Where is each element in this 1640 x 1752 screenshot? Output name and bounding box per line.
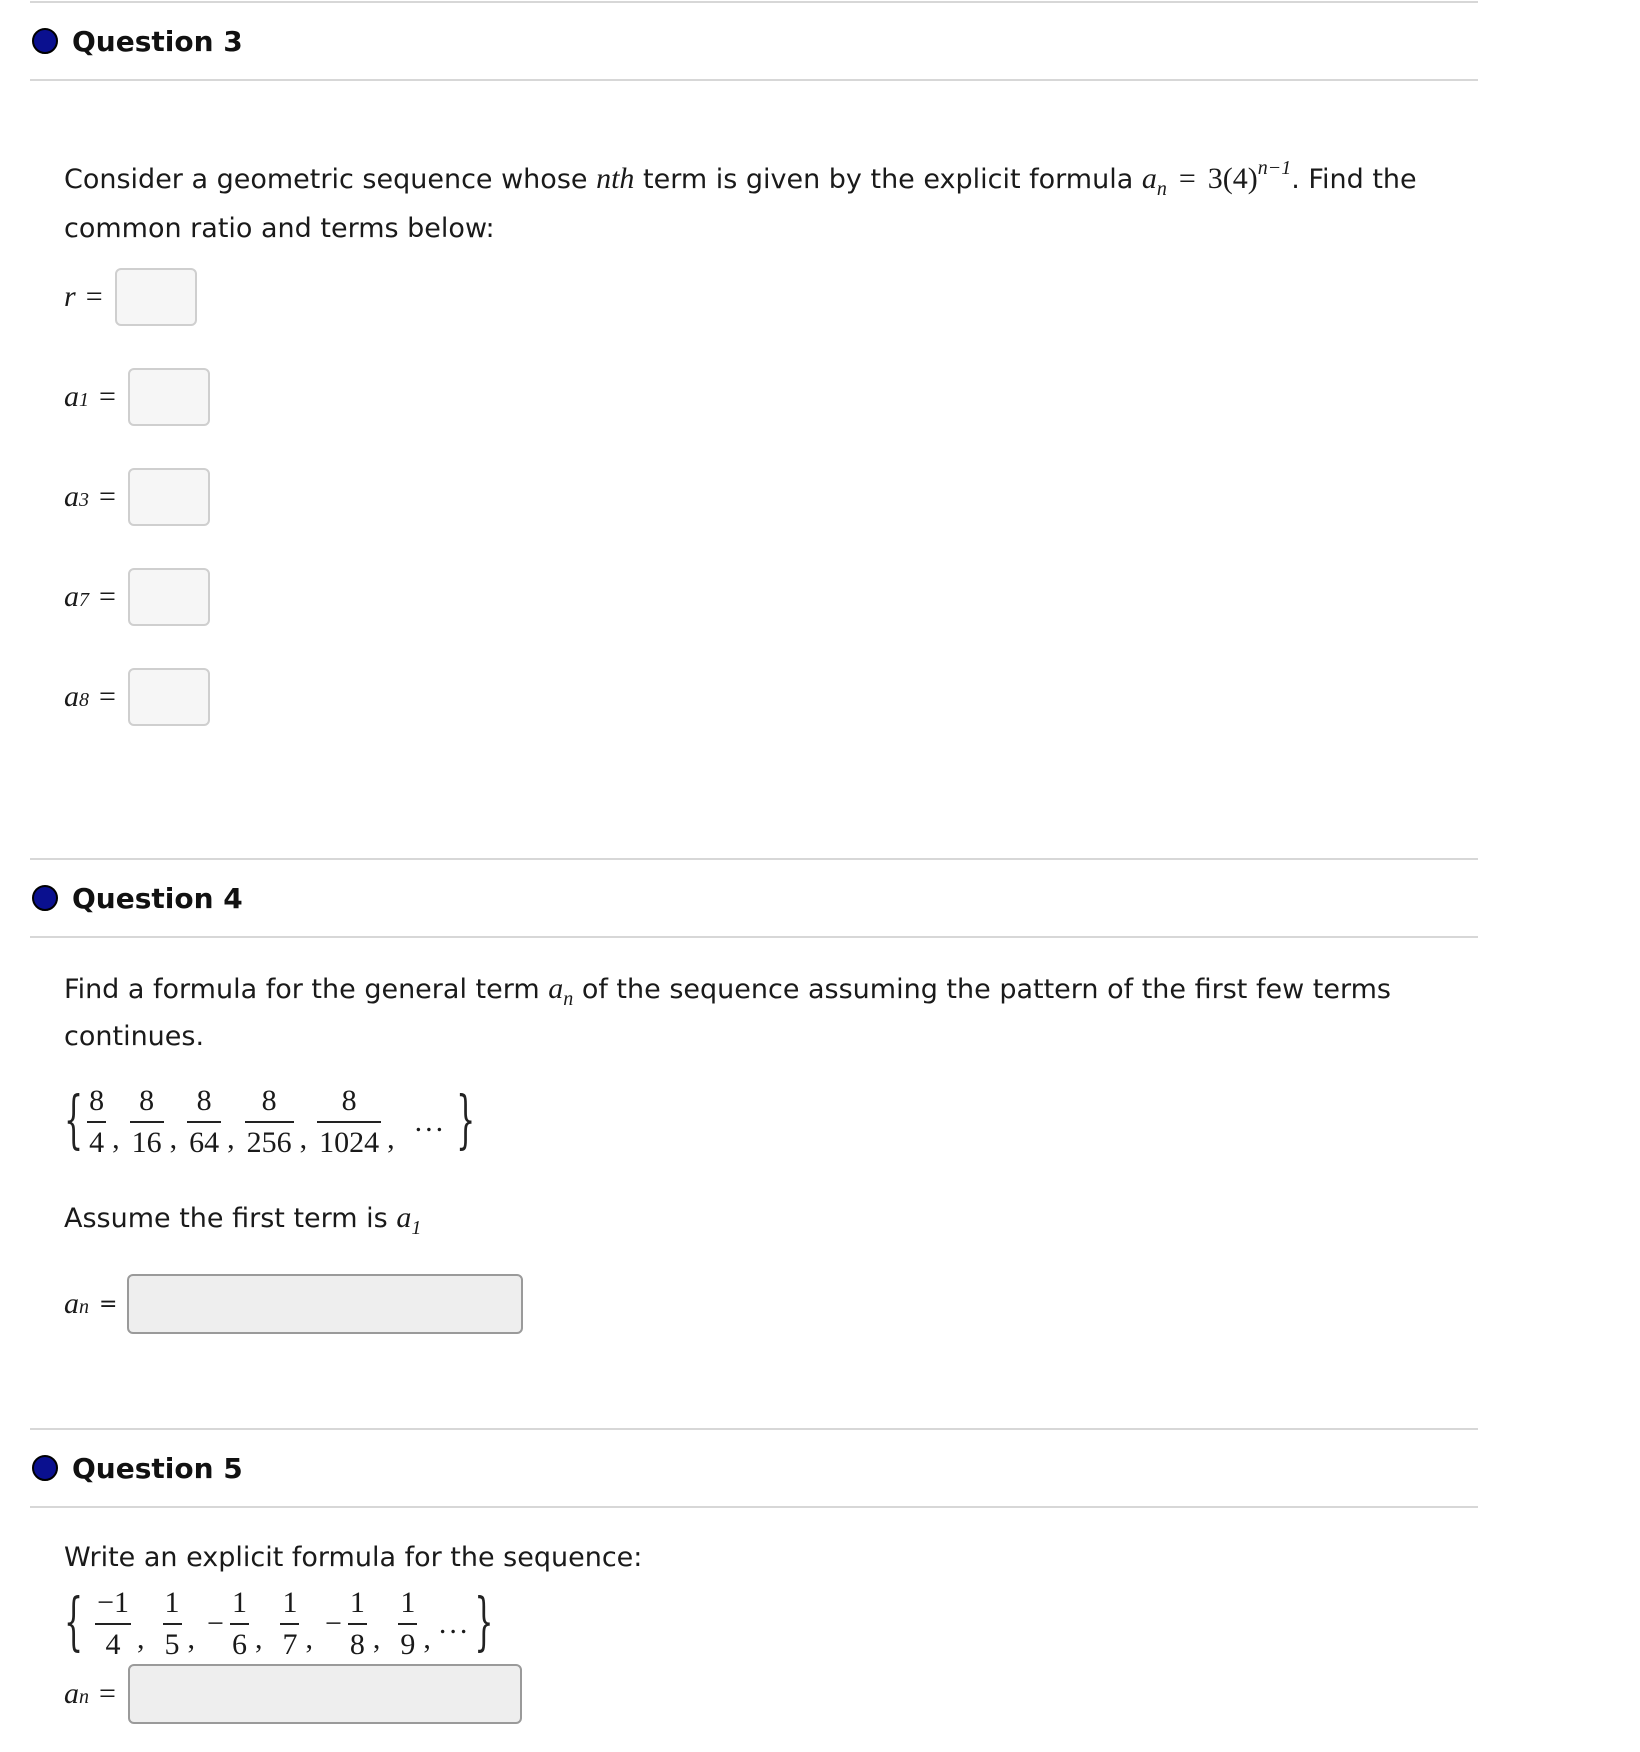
ellipsis: ... [438, 1607, 471, 1640]
term-denominator: 1024 [319, 1126, 380, 1159]
equals-sign: = [99, 1677, 116, 1710]
prompt-text: . Find the [1291, 164, 1417, 195]
term-numerator: 8 [341, 1084, 357, 1117]
answer-row-an-q4 [64, 1274, 523, 1334]
answer-input-a1[interactable] [128, 368, 210, 426]
sequence-term [95, 1583, 131, 1665]
answer-var: r [64, 280, 76, 313]
q4-header-rule [30, 936, 1478, 938]
sequence-term [230, 1583, 249, 1665]
formula-var: a [1141, 162, 1157, 195]
answer-input-a7[interactable] [128, 568, 210, 626]
equals-sign: = [99, 680, 116, 713]
term-denominator: 5 [164, 1628, 180, 1661]
term-denominator: 4 [105, 1628, 121, 1661]
answer-row-a3 [64, 467, 210, 527]
comma: , [305, 1622, 313, 1655]
prompt-math-sub: n [563, 988, 574, 1010]
answer-var: a [64, 480, 79, 513]
prompt-text: Consider a geometric sequence whose [64, 164, 597, 195]
answer-row-r [64, 267, 197, 327]
prompt-math [548, 972, 574, 1010]
left-brace: { [64, 1586, 84, 1660]
question-status-dot-icon [32, 1455, 58, 1481]
question-3-header [30, 3, 1478, 79]
formula-equals: = [1178, 162, 1196, 195]
sequence-q4 [64, 1076, 475, 1168]
answer-sub: 3 [79, 489, 89, 511]
answer-label [64, 480, 89, 514]
assume-math [396, 1201, 422, 1239]
answer-input-r[interactable] [115, 268, 197, 326]
term-numerator: 1 [349, 1586, 365, 1619]
term-denominator: 64 [189, 1126, 220, 1159]
term-denominator: 16 [131, 1126, 162, 1159]
equals-sign: = [99, 480, 116, 513]
assume-text: Assume the first term is [64, 1203, 397, 1234]
term-numerator: 8 [261, 1084, 277, 1117]
comma: , [227, 1122, 235, 1155]
answer-var: a [64, 1287, 79, 1320]
left-brace: { [64, 1084, 84, 1158]
equals-sign: = [99, 380, 116, 413]
ellipsis: ... [414, 1105, 447, 1138]
answer-sub: n [79, 1686, 89, 1708]
assume-sub: 1 [411, 1217, 422, 1239]
formula-exponent: n−1 [1257, 157, 1292, 179]
question-title: Question 5 [72, 1451, 243, 1485]
question-5-header [30, 1430, 1478, 1506]
answer-var: a [64, 580, 79, 613]
comma: , [372, 1622, 381, 1655]
right-brace: } [456, 1084, 476, 1158]
prompt-text: of the sequence assuming the pattern of the first few terms [573, 974, 1391, 1005]
sequence-term [280, 1583, 299, 1665]
assume-first-term [64, 1198, 421, 1248]
answer-var: a [64, 380, 79, 413]
answer-sub: 1 [79, 389, 89, 411]
question-title: Question 3 [72, 24, 243, 58]
prompt-text-line2: continues. [64, 1021, 205, 1052]
comma: , [187, 1622, 196, 1655]
term-sign: − [324, 1607, 342, 1640]
formula-sub: n [1156, 178, 1167, 200]
sequence-term [130, 1081, 164, 1163]
answer-row-an-q5 [64, 1664, 522, 1724]
comma: , [387, 1122, 395, 1155]
prompt-math-var: nth [596, 162, 635, 195]
comma: , [423, 1622, 431, 1655]
question-4-header [30, 860, 1478, 936]
term-numerator: 8 [139, 1084, 155, 1117]
sequence-term [348, 1583, 367, 1665]
formula-rhs: 3(4) [1207, 162, 1258, 195]
sequence-term [187, 1081, 221, 1163]
formula-lhs [1141, 162, 1167, 200]
answer-label [64, 680, 89, 714]
prompt-math-var: a [548, 972, 564, 1005]
term-numerator: 1 [164, 1586, 180, 1619]
question-3-prompt [64, 152, 1464, 249]
sequence-term [317, 1081, 381, 1163]
term-denominator: 9 [400, 1628, 416, 1661]
answer-label [64, 1287, 89, 1321]
answer-input-a8[interactable] [128, 668, 210, 726]
sequence-q5 [64, 1580, 493, 1668]
question-4-prompt [64, 970, 1464, 1056]
question-status-dot-icon [32, 885, 58, 911]
sequence-term [87, 1081, 106, 1163]
equals-sign: = [99, 1291, 118, 1317]
answer-sub: n [79, 1296, 89, 1318]
sequence-term [163, 1583, 182, 1665]
right-brace: } [474, 1586, 494, 1660]
term-numerator: 8 [89, 1084, 105, 1117]
sequence-term [245, 1081, 294, 1163]
answer-row-a7 [64, 567, 210, 627]
sequence-term [398, 1583, 417, 1665]
answer-input-an-q5[interactable] [128, 1664, 522, 1724]
term-numerator: 1 [231, 1586, 247, 1619]
term-denominator: 4 [89, 1126, 105, 1159]
question-5-prompt [64, 1538, 642, 1578]
answer-sub: 7 [79, 589, 89, 611]
answer-label [64, 380, 89, 414]
q5-header-rule [30, 1506, 1478, 1508]
prompt-text: Find a formula for the general term [64, 974, 549, 1005]
answer-row-a1 [64, 367, 210, 427]
question-status-dot-icon [32, 28, 58, 54]
answer-var: a [64, 1677, 79, 1710]
term-denominator: 7 [282, 1628, 298, 1661]
term-denominator: 6 [231, 1628, 247, 1661]
equals-sign: = [99, 580, 116, 613]
comma: , [137, 1622, 145, 1655]
comma: , [112, 1122, 120, 1155]
comma: , [169, 1122, 178, 1155]
equals-sign: = [85, 280, 103, 313]
answer-input-a3[interactable] [128, 468, 210, 526]
answer-var: a [64, 680, 79, 713]
answer-sub: 8 [79, 689, 89, 711]
answer-input-an-q4[interactable] [127, 1274, 523, 1334]
answer-label [64, 580, 89, 614]
prompt-text: Write an explicit formula for the sequence: [64, 1542, 643, 1573]
q3-header-rule [30, 79, 1478, 81]
term-numerator: 1 [282, 1586, 298, 1619]
answer-label [64, 1677, 89, 1711]
term-denominator: 8 [349, 1628, 365, 1661]
term-numerator: −1 [97, 1586, 130, 1619]
answer-label [64, 280, 76, 314]
prompt-text: term is given by the explicit formula [634, 164, 1142, 195]
question-title: Question 4 [72, 881, 243, 915]
term-denominator: 256 [246, 1126, 292, 1159]
term-numerator: 1 [400, 1586, 416, 1619]
comma: , [254, 1622, 263, 1655]
answer-row-a8 [64, 667, 210, 727]
assume-var: a [396, 1201, 412, 1234]
comma: , [299, 1122, 308, 1155]
prompt-text-line2: common ratio and terms below: [64, 213, 495, 244]
term-numerator: 8 [196, 1084, 212, 1117]
term-sign: − [207, 1607, 224, 1640]
